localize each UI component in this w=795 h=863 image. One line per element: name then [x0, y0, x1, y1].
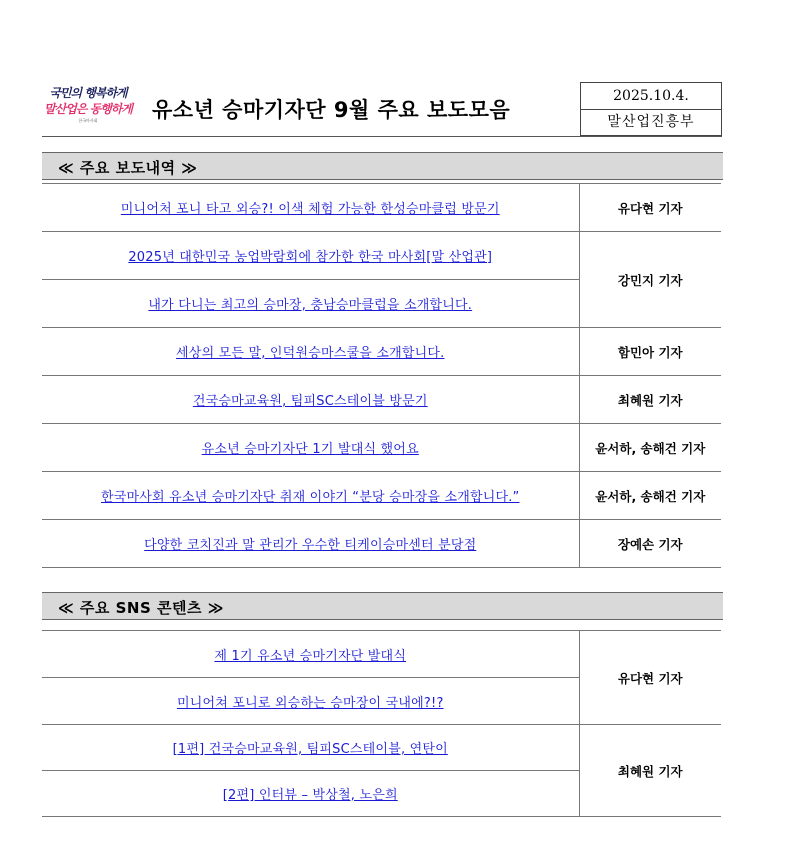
news-link[interactable]: 미니어처 포니 타고 외승?! 이색 체험 가능한 한성승마클럽 방문기 — [120, 202, 500, 217]
logo-line-2: 말산업은 동행하게 — [44, 102, 132, 116]
page-title: 유소년 승마기자단 9월 주요 보도모음 — [152, 98, 511, 122]
table-row — [42, 631, 721, 678]
table-row — [42, 232, 721, 280]
section-heading-sns — [42, 592, 723, 620]
news-link[interactable]: 2025년 대한민국 농업박람회에 참가한 한국 마사회[말 산업관] — [128, 250, 493, 265]
reporter-name: 강민지 기자 — [579, 232, 721, 328]
reporter-name: 최혜원 기자 — [579, 376, 721, 424]
logo-subtext: 한국마사회 — [78, 118, 98, 123]
news-table — [42, 183, 721, 568]
table-row — [42, 520, 721, 568]
logo — [44, 82, 132, 128]
news-link[interactable]: 한국마사회 유소년 승마기자단 취재 이야기 “분당 승마장을 소개합니다.” — [100, 490, 520, 505]
sns-link[interactable]: [2편] 인터뷰 – 박상철, 노은희 — [222, 788, 398, 803]
reporter-name: 최혜원 기자 — [579, 725, 721, 817]
section-heading-sns-label: ≪ 주요 SNS 콘텐츠 ≫ — [58, 599, 224, 617]
section-heading-news — [42, 152, 723, 180]
department-name: 말산업진흥부 — [607, 114, 695, 130]
table-row — [42, 184, 721, 232]
table-row — [42, 424, 721, 472]
reporter-name: 윤서하, 송해건 기자 — [579, 424, 721, 472]
section-heading-news-label: ≪ 주요 보도내역 ≫ — [58, 159, 198, 177]
news-link[interactable]: 세상의 모든 말, 인덕원승마스쿨을 소개합니다. — [176, 346, 445, 361]
reporter-name: 장예손 기자 — [579, 520, 721, 568]
news-link[interactable]: 다양한 코치진과 말 관리가 우수한 티케이승마센터 분당점 — [144, 538, 477, 553]
logo-line-1: 국민의 행복하게 — [49, 86, 127, 100]
table-row — [42, 328, 721, 376]
reporter-name: 함민아 기자 — [579, 328, 721, 376]
reporter-name: 유다현 기자 — [579, 631, 721, 725]
table-row — [42, 472, 721, 520]
table-row — [42, 725, 721, 771]
news-link[interactable]: 유소년 승마기자단 1기 발대식 했어요 — [201, 442, 419, 457]
sns-table — [42, 630, 721, 817]
reporter-name: 윤서하, 송해건 기자 — [579, 472, 721, 520]
reporter-name: 유다현 기자 — [579, 184, 721, 232]
news-link[interactable]: 건국승마교육원, 팀피SC스테이블 방문기 — [192, 394, 428, 409]
sns-link[interactable]: 제 1기 유소년 승마기자단 발대식 — [214, 648, 407, 664]
sns-link[interactable]: [1편] 건국승마교육원, 팀피SC스테이블, 연탄이 — [172, 742, 448, 757]
header-rule — [42, 136, 722, 137]
news-link[interactable]: 내가 다니는 최고의 승마장, 충남승마클럽을 소개합니다. — [148, 298, 473, 313]
table-row — [42, 376, 721, 424]
date-department-box — [580, 82, 722, 136]
report-date: 2025.10.4. — [581, 83, 721, 110]
sns-link[interactable]: 미니어쳐 포니로 외승하는 승마장이 국내에?!? — [176, 695, 444, 711]
